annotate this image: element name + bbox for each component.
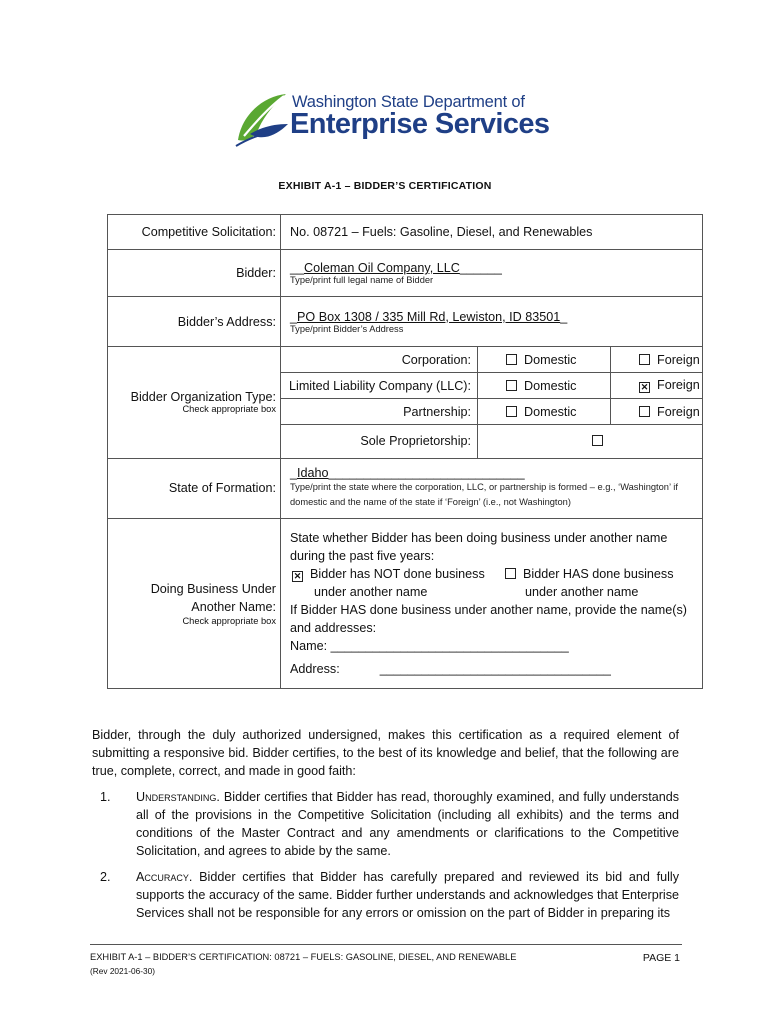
checkbox-empty-icon[interactable]	[592, 435, 603, 446]
formation-value: Idaho	[297, 466, 329, 480]
checkbox-checked-icon[interactable]: ✕	[640, 382, 649, 392]
logo-enterprise-services: Enterprise Services	[290, 108, 550, 140]
address-label: Bidder’s Address:	[108, 297, 281, 347]
org-type-options	[281, 347, 702, 458]
checkbox-empty-icon[interactable]	[506, 354, 517, 365]
bidder-name-field[interactable]: __Coleman Oil Company, LLC______	[290, 261, 502, 275]
formation-hint: Type/print the state where the corporation, LLC, or partnership is formed – e.g., ‘Washington’ if domestic and the name of the state if ‘Foreign’ (i.e., not Washington)	[290, 482, 678, 507]
certification-item-2: 2. Accuracy. Bidder certifies that Bidder has carefully prepared and reviewed its bid and fully supports the accuracy of the same. Bidder further understands and acknowledges that Enterprise Services shall not be responsible for any errors or omission on the part of Bidder in preparing its	[100, 870, 679, 920]
llc-foreign-option[interactable]: ✕ Foreign	[611, 373, 703, 399]
footer-revision: (Rev 2021-06-30)	[90, 966, 156, 976]
dba-question: State whether Bidder has been doing business under another name during the past five years:	[290, 530, 668, 563]
item-1-heading: Understanding.	[136, 790, 220, 804]
certification-intro: Bidder, through the duly authorized undersigned, makes this certification as a required element of submitting a responsive bid. Bidder certifies, to the best of its knowledge and belief, that the following are true, complete, correct, and made in good faith:	[92, 728, 679, 778]
dba-address-field[interactable]: Address: _________________________________	[290, 661, 611, 676]
org-llc-label: Limited Liability Company (LLC):	[281, 373, 478, 399]
dba-name-field[interactable]: Name: __________________________________	[290, 638, 569, 653]
bidder-name-value: Coleman Oil Company, LLC	[304, 261, 460, 275]
checkbox-empty-icon[interactable]	[505, 568, 516, 579]
bidder-address-value: PO Box 1308 / 335 Mill Rd, Lewiston, ID 83501	[297, 309, 561, 324]
org-type-cell	[108, 347, 281, 459]
solicitation-label: Competitive Solicitation:	[108, 215, 281, 250]
partnership-domestic-option[interactable]: Domestic	[478, 399, 611, 425]
sole-prop-option[interactable]	[478, 425, 703, 458]
bidder-address-field[interactable]: _PO Box 1308 / 335 Mill Rd, Lewiston, ID 83501_	[290, 309, 568, 324]
certification-item-1: 1. Understanding. Bidder certifies that Bidder has read, thoroughly examined, and fully understands all of the provisions in the Competitive Solicitation (including all exhibits) and the terms and conditions of the Master Contract and any amendments or clarifications to the Competitive Solicitation, and agrees to abide by the same.	[100, 790, 679, 858]
checkbox-empty-icon[interactable]	[639, 354, 650, 365]
item-2-text: Bidder certifies that Bidder has carefully prepared and reviewed its bid and fully supports the accuracy of the same. Bidder further understands and acknowledges that Enterprise Services shall not be responsible for any errors or omission on the part of Bidder in preparing its	[136, 870, 679, 920]
formation-field[interactable]: _Idaho____________________________	[290, 466, 525, 480]
org-corporation-label: Corporation:	[281, 347, 478, 373]
solicitation-value: No. 08721 – Fuels: Gasoline, Diesel, and Renewables	[281, 215, 703, 250]
org-sole-prop-label: Sole Proprietorship:	[360, 434, 471, 449]
leaf-logo-icon	[234, 90, 290, 148]
partnership-foreign-option[interactable]: Foreign	[611, 399, 703, 425]
bidder-certification-table	[107, 214, 703, 689]
formation-label: State of Formation:	[108, 458, 281, 518]
org-type-label: Bidder Organization Type:	[130, 390, 276, 405]
dba-names-prompt: If Bidder HAS done business under another name, provide the name(s) and addresses:	[290, 602, 687, 635]
org-type-hint: Check appropriate box	[182, 404, 276, 415]
des-logo	[234, 90, 550, 150]
bidder-address-hint: Type/print Bidder’s Address	[290, 323, 404, 334]
dba-not-option[interactable]: ✕ Bidder has NOT done business under another name	[293, 566, 485, 599]
dba-cell	[108, 518, 281, 688]
checkbox-checked-icon[interactable]: ✕	[293, 570, 302, 581]
checkbox-empty-icon[interactable]	[506, 406, 517, 417]
llc-domestic-option[interactable]: Domestic	[478, 373, 611, 399]
footer-title: EXHIBIT A-1 – BIDDER’S CERTIFICATION: 08721 – FUELS: GASOLINE, DIESEL, AND RENEWABLE	[90, 952, 517, 962]
checkbox-empty-icon[interactable]	[639, 406, 650, 417]
dba-has-option[interactable]: Bidder HAS done business under another name	[505, 565, 674, 601]
bidder-label: Bidder:	[108, 250, 281, 297]
dba-label: Doing Business Under Another Name:	[150, 582, 276, 614]
dba-hint: Check appropriate box	[182, 616, 276, 626]
dba-options	[290, 565, 702, 601]
footer-rule	[90, 944, 682, 945]
bidder-name-hint: Type/print full legal name of Bidder	[290, 275, 434, 285]
item-2-heading: Accuracy.	[136, 870, 193, 884]
logo-department-line: Washington State Department of	[292, 93, 525, 111]
item-1-text: Bidder certifies that Bidder has read, thoroughly examined, and fully understands all of the provisions in the Competitive Solicitation (including all exhibits) and the terms and conditions of the Master Contract and any amendments or clarifications to the Competitive Solicitation, and agrees to abide by the same.	[136, 790, 679, 858]
checkbox-empty-icon[interactable]	[506, 380, 517, 391]
exhibit-title: EXHIBIT A-1 – BIDDER’S CERTIFICATION	[278, 180, 492, 192]
page-number: PAGE 1	[642, 952, 680, 964]
org-partnership-label: Partnership:	[281, 399, 478, 425]
corporation-domestic-option[interactable]: Domestic	[478, 347, 611, 373]
corporation-foreign-option[interactable]: Foreign	[611, 347, 703, 373]
